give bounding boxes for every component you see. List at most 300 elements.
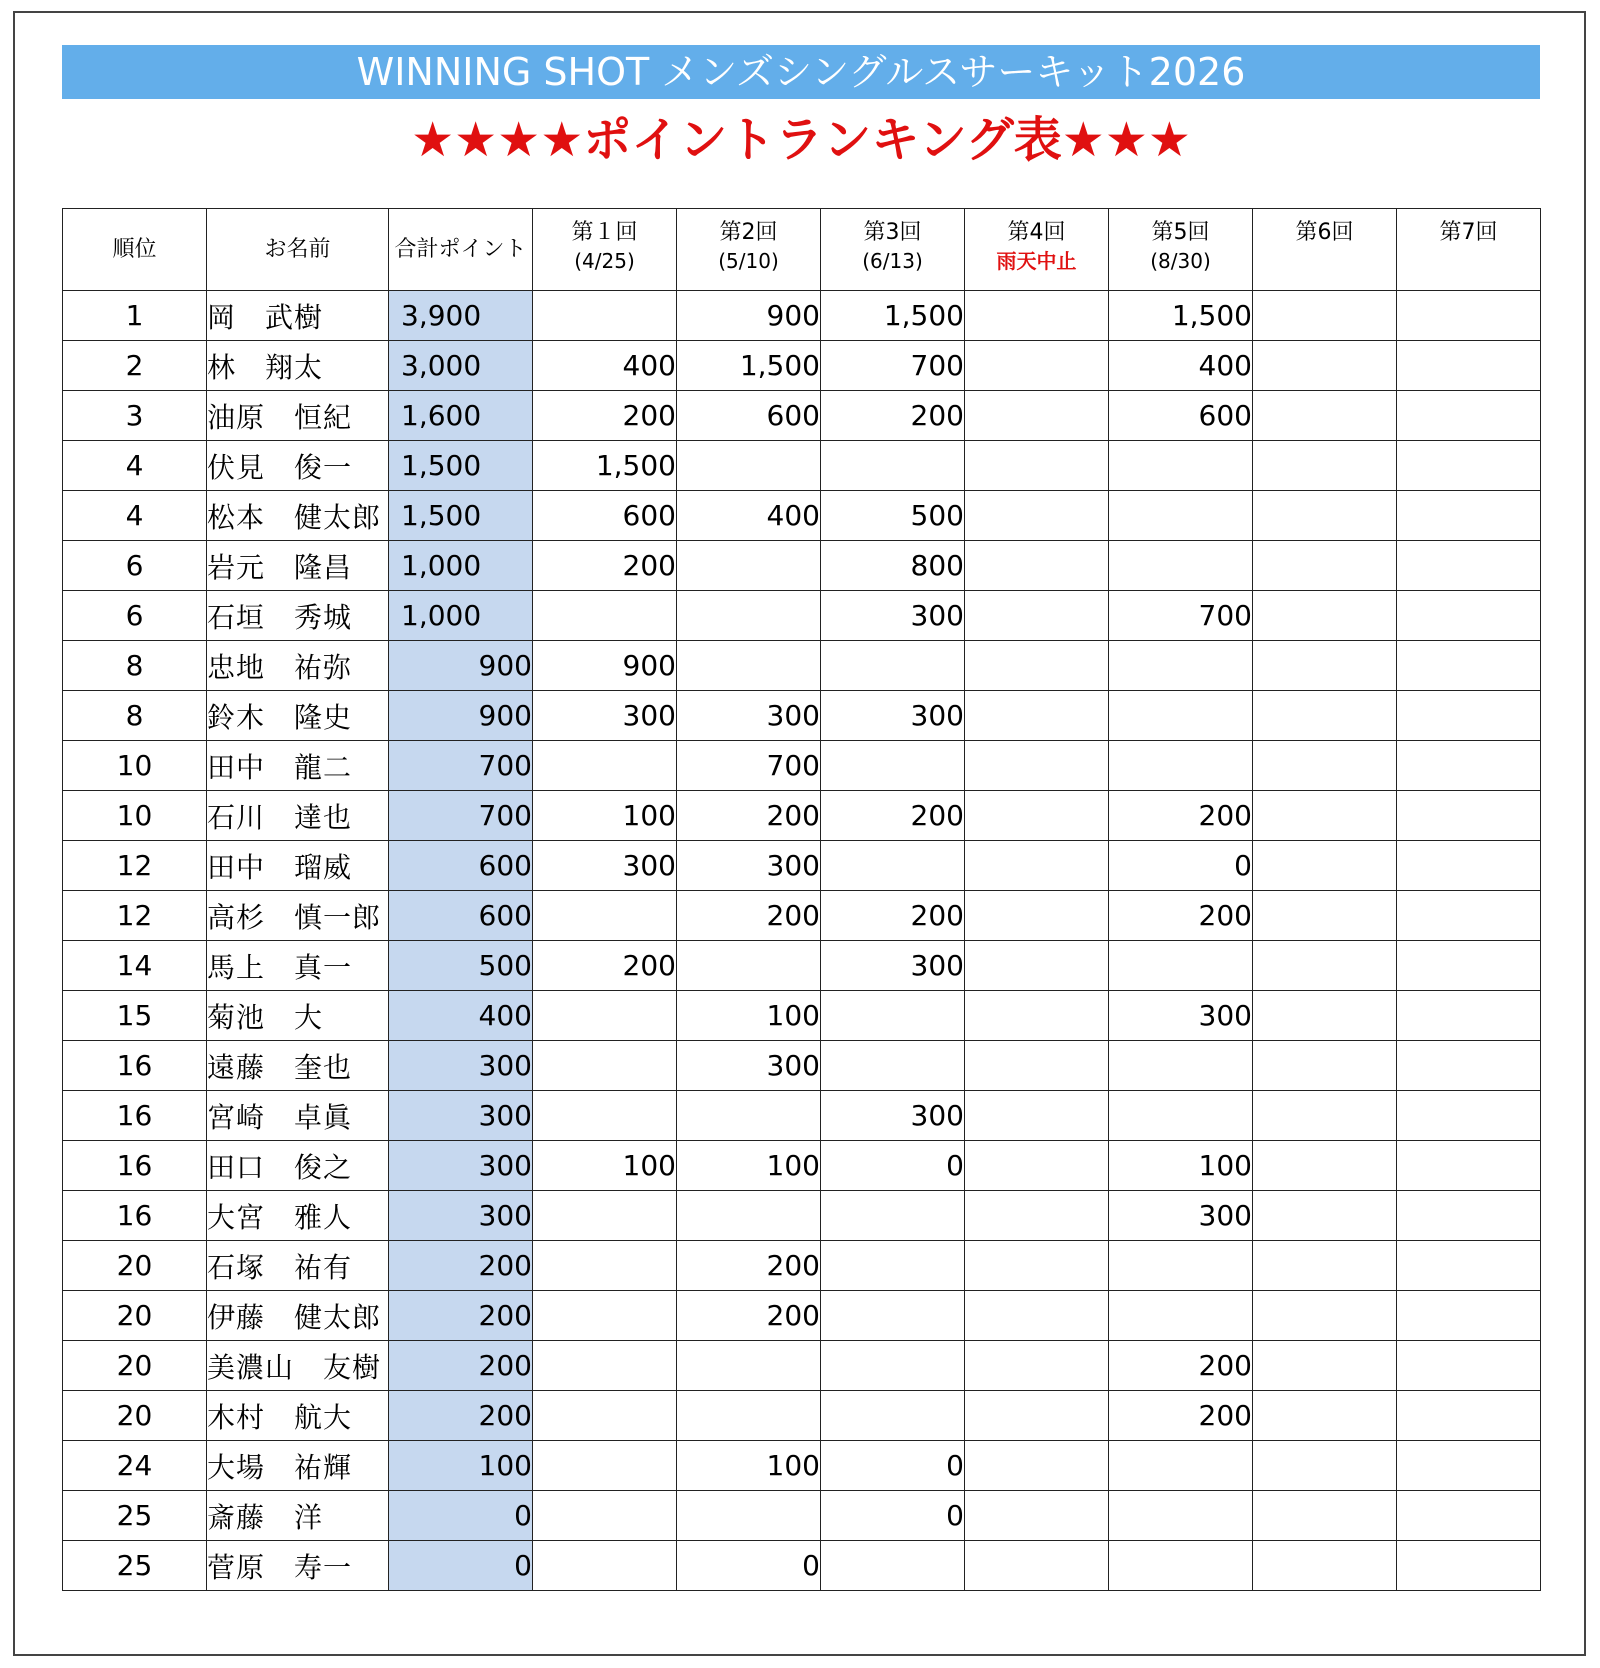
round-6-points-cell [1253,1541,1397,1591]
round-3-points-cell: 700 [821,341,965,391]
round-5-points-cell [1109,1541,1253,1591]
round-7-points-cell [1397,1341,1541,1391]
round-1-points-cell: 400 [533,341,677,391]
round-4-points-cell [965,891,1109,941]
table-row [63,291,1541,341]
round-label: 第4回 [1007,220,1066,245]
round-1-points-cell [533,1391,677,1441]
round-4-points-cell [965,1241,1109,1291]
round-3-points-cell: 1,500 [821,291,965,341]
round-4-points-cell [965,441,1109,491]
round-2-points-cell [677,641,821,691]
round-5-points-cell [1109,1041,1253,1091]
round-5-points-cell [1109,1441,1253,1491]
round-4-points-cell [965,291,1109,341]
round-6-points-cell [1253,291,1397,341]
name-cell: 宮崎 卓眞 [207,1091,389,1141]
round-5-points-cell: 0 [1109,841,1253,891]
round-1-points-cell [533,891,677,941]
round-5-points-cell: 1,500 [1109,291,1253,341]
round-4-points-cell [965,691,1109,741]
rank-cell: 15 [63,991,207,1041]
round-7-points-cell [1397,841,1541,891]
rank-cell: 24 [63,1441,207,1491]
round-4-points-cell [965,1541,1109,1591]
round-6-points-cell [1253,791,1397,841]
table-row [63,491,1541,541]
total-points-cell: 3,000 [389,341,533,391]
total-points-cell: 100 [389,1441,533,1491]
round-3-points-cell: 300 [821,941,965,991]
table-row [63,1541,1541,1591]
round-4-points-cell [965,491,1109,541]
round-7-points-cell [1397,1041,1541,1091]
round-1-points-cell: 100 [533,1141,677,1191]
banner-title: WINNING SHOT メンズシングルスサーキット2026 [62,45,1540,99]
round-7-points-cell [1397,391,1541,441]
round-5-points-cell [1109,441,1253,491]
round-1-points-cell [533,741,677,791]
round-4-points-cell [965,1341,1109,1391]
round-7-points-cell [1397,691,1541,741]
round-2-points-cell: 700 [677,741,821,791]
total-points-cell: 300 [389,1041,533,1091]
round-4-points-cell [965,1391,1109,1441]
table-row [63,741,1541,791]
total-points-cell: 0 [389,1491,533,1541]
round-1-points-cell [533,591,677,641]
header-total: 合計ポイント [389,209,533,291]
round-date: (6/13) [862,249,923,273]
round-2-points-cell: 600 [677,391,821,441]
total-points-cell: 300 [389,1191,533,1241]
name-cell: 大宮 雅人 [207,1191,389,1241]
round-4-points-cell [965,341,1109,391]
round-7-points-cell [1397,991,1541,1041]
round-6-points-cell [1253,591,1397,641]
round-5-points-cell [1109,941,1253,991]
rank-cell: 12 [63,841,207,891]
round-1-points-cell [533,1491,677,1541]
round-2-points-cell [677,1191,821,1241]
round-4-points-cell [965,1441,1109,1491]
total-points-cell: 700 [389,791,533,841]
round-6-points-cell [1253,841,1397,891]
round-5-points-cell: 300 [1109,991,1253,1041]
round-6-points-cell [1253,1391,1397,1441]
name-cell: 岡 武樹 [207,291,389,341]
round-7-points-cell [1397,941,1541,991]
round-7-points-cell [1397,1141,1541,1191]
round-6-points-cell [1253,391,1397,441]
round-6-points-cell [1253,1491,1397,1541]
round-1-points-cell: 200 [533,941,677,991]
round-2-points-cell: 100 [677,991,821,1041]
round-3-points-cell [821,1241,965,1291]
round-label: 第6回 [1295,220,1354,245]
round-cancelled-note: 雨天中止 [996,249,1077,273]
round-2-points-cell: 200 [677,891,821,941]
total-points-cell: 1,600 [389,391,533,441]
name-cell: 岩元 隆昌 [207,541,389,591]
round-6-points-cell [1253,1291,1397,1341]
round-2-points-cell: 400 [677,491,821,541]
round-2-points-cell: 900 [677,291,821,341]
rank-cell: 10 [63,791,207,841]
round-7-points-cell [1397,341,1541,391]
round-3-points-cell: 300 [821,691,965,741]
round-5-points-cell [1109,691,1253,741]
table-row [63,341,1541,391]
total-points-cell: 400 [389,991,533,1041]
round-2-points-cell: 300 [677,691,821,741]
round-7-points-cell [1397,1291,1541,1341]
total-points-cell: 600 [389,841,533,891]
round-5-points-cell: 300 [1109,1191,1253,1241]
round-1-points-cell [533,1291,677,1341]
round-6-points-cell [1253,891,1397,941]
header-round-1 [533,209,677,291]
name-cell: 林 翔太 [207,341,389,391]
name-cell: 大場 祐輝 [207,1441,389,1491]
round-3-points-cell [821,441,965,491]
round-label: 第5回 [1151,220,1210,245]
round-1-points-cell [533,1191,677,1241]
name-cell: 田中 龍二 [207,741,389,791]
round-3-points-cell: 0 [821,1141,965,1191]
round-1-points-cell: 200 [533,541,677,591]
round-3-points-cell: 500 [821,491,965,541]
round-2-points-cell [677,1091,821,1141]
round-4-points-cell [965,391,1109,441]
round-date: (8/30) [1150,249,1211,273]
round-5-points-cell [1109,1291,1253,1341]
table-row [63,391,1541,441]
table-row [63,891,1541,941]
rank-cell: 20 [63,1341,207,1391]
round-1-points-cell [533,1241,677,1291]
name-cell: 馬上 真一 [207,941,389,991]
round-6-points-cell [1253,491,1397,541]
round-1-points-cell: 900 [533,641,677,691]
rank-cell: 25 [63,1491,207,1541]
table-row [63,1041,1541,1091]
table-row [63,691,1541,741]
round-2-points-cell [677,1391,821,1441]
round-label: 第2回 [719,220,778,245]
table-row [63,441,1541,491]
round-3-points-cell [821,1191,965,1241]
total-points-cell: 300 [389,1141,533,1191]
round-6-points-cell [1253,1141,1397,1191]
rank-cell: 16 [63,1191,207,1241]
total-points-cell: 1,500 [389,441,533,491]
name-cell: 遠藤 奎也 [207,1041,389,1091]
round-2-points-cell: 1,500 [677,341,821,391]
total-points-cell: 1,500 [389,491,533,541]
total-points-cell: 3,900 [389,291,533,341]
rank-cell: 10 [63,741,207,791]
rank-cell: 12 [63,891,207,941]
round-1-points-cell [533,1041,677,1091]
round-6-points-cell [1253,441,1397,491]
total-points-cell: 900 [389,641,533,691]
table-row [63,541,1541,591]
round-2-points-cell: 100 [677,1441,821,1491]
round-1-points-cell [533,991,677,1041]
header-row [63,209,1541,291]
table-row [63,1191,1541,1241]
total-points-cell: 200 [389,1341,533,1391]
round-4-points-cell [965,641,1109,691]
round-3-points-cell: 0 [821,1491,965,1541]
rank-cell: 25 [63,1541,207,1591]
round-1-points-cell: 200 [533,391,677,441]
round-5-points-cell [1109,1091,1253,1141]
name-cell: 高杉 慎一郎 [207,891,389,941]
header-round-2 [677,209,821,291]
rank-cell: 16 [63,1091,207,1141]
round-6-points-cell [1253,1041,1397,1091]
round-7-points-cell [1397,791,1541,841]
table-row [63,991,1541,1041]
round-label: 第3回 [863,220,922,245]
rank-cell: 16 [63,1141,207,1191]
header-round-6 [1253,209,1397,291]
round-7-points-cell [1397,1541,1541,1591]
round-7-points-cell [1397,1241,1541,1291]
name-cell: 油原 恒紀 [207,391,389,441]
rank-cell: 8 [63,691,207,741]
round-5-points-cell [1109,1491,1253,1541]
round-4-points-cell [965,791,1109,841]
table-row [63,1141,1541,1191]
round-3-points-cell [821,991,965,1041]
rank-cell: 6 [63,591,207,641]
total-points-cell: 200 [389,1291,533,1341]
round-5-points-cell [1109,641,1253,691]
round-3-points-cell: 0 [821,1441,965,1491]
round-7-points-cell [1397,1191,1541,1241]
round-3-points-cell [821,841,965,891]
rank-cell: 4 [63,441,207,491]
header-name: お名前 [207,209,389,291]
table-row [63,791,1541,841]
round-1-points-cell: 600 [533,491,677,541]
round-7-points-cell [1397,1441,1541,1491]
round-5-points-cell: 400 [1109,341,1253,391]
round-3-points-cell: 200 [821,891,965,941]
name-cell: 忠地 祐弥 [207,641,389,691]
round-6-points-cell [1253,991,1397,1041]
ranking-body [63,291,1541,1591]
round-5-points-cell [1109,1241,1253,1291]
rank-cell: 1 [63,291,207,341]
total-points-cell: 1,000 [389,541,533,591]
total-points-cell: 600 [389,891,533,941]
name-cell: 斎藤 洋 [207,1491,389,1541]
round-2-points-cell: 200 [677,1291,821,1341]
rank-cell: 3 [63,391,207,441]
round-5-points-cell [1109,541,1253,591]
round-2-points-cell [677,1341,821,1391]
name-cell: 木村 航大 [207,1391,389,1441]
round-label: 第１回 [571,220,638,245]
round-1-points-cell [533,1341,677,1391]
table-row [63,941,1541,991]
total-points-cell: 900 [389,691,533,741]
round-3-points-cell [821,1541,965,1591]
round-5-points-cell: 200 [1109,891,1253,941]
round-6-points-cell [1253,1341,1397,1391]
round-3-points-cell: 300 [821,1091,965,1141]
round-7-points-cell [1397,641,1541,691]
round-6-points-cell [1253,1241,1397,1291]
rank-cell: 2 [63,341,207,391]
table-row [63,1441,1541,1491]
rank-cell: 20 [63,1291,207,1341]
round-3-points-cell: 800 [821,541,965,591]
round-2-points-cell: 300 [677,841,821,891]
round-7-points-cell [1397,541,1541,591]
table-row [63,641,1541,691]
table-row [63,591,1541,641]
round-2-points-cell: 200 [677,1241,821,1291]
name-cell: 松本 健太郎 [207,491,389,541]
rank-cell: 6 [63,541,207,591]
rank-cell: 20 [63,1241,207,1291]
table-row [63,1091,1541,1141]
round-4-points-cell [965,1191,1109,1241]
round-1-points-cell [533,291,677,341]
round-4-points-cell [965,841,1109,891]
round-5-points-cell [1109,491,1253,541]
name-cell: 田口 俊之 [207,1141,389,1191]
round-1-points-cell [533,1091,677,1141]
round-7-points-cell [1397,291,1541,341]
round-3-points-cell: 200 [821,791,965,841]
round-1-points-cell [533,1541,677,1591]
round-2-points-cell: 0 [677,1541,821,1591]
ranking-table [62,208,1541,1591]
round-7-points-cell [1397,891,1541,941]
round-4-points-cell [965,1491,1109,1541]
round-date: (5/10) [718,249,779,273]
round-2-points-cell [677,591,821,641]
round-1-points-cell: 300 [533,841,677,891]
header-round-5 [1109,209,1253,291]
rank-cell: 4 [63,491,207,541]
name-cell: 美濃山 友樹 [207,1341,389,1391]
name-cell: 田中 瑠威 [207,841,389,891]
ranking-subtitle: ★★★★ポイントランキング表★★★ [411,112,1191,168]
rank-cell: 16 [63,1041,207,1091]
round-1-points-cell: 1,500 [533,441,677,491]
round-1-points-cell: 100 [533,791,677,841]
round-6-points-cell [1253,341,1397,391]
total-points-cell: 0 [389,1541,533,1591]
total-points-cell: 500 [389,941,533,991]
total-points-cell: 1,000 [389,591,533,641]
table-row [63,1241,1541,1291]
round-6-points-cell [1253,941,1397,991]
round-5-points-cell: 600 [1109,391,1253,441]
round-7-points-cell [1397,491,1541,541]
total-points-cell: 200 [389,1241,533,1291]
round-7-points-cell [1397,1091,1541,1141]
round-6-points-cell [1253,1091,1397,1141]
name-cell: 伏見 俊一 [207,441,389,491]
rank-cell: 14 [63,941,207,991]
round-3-points-cell [821,641,965,691]
round-3-points-cell [821,1041,965,1091]
round-4-points-cell [965,1291,1109,1341]
round-6-points-cell [1253,1441,1397,1491]
round-3-points-cell [821,741,965,791]
round-3-points-cell: 300 [821,591,965,641]
round-2-points-cell: 300 [677,1041,821,1091]
round-5-points-cell: 100 [1109,1141,1253,1191]
round-7-points-cell [1397,741,1541,791]
table-row [63,1491,1541,1541]
round-4-points-cell [965,991,1109,1041]
round-4-points-cell [965,1141,1109,1191]
name-cell: 菊池 大 [207,991,389,1041]
round-7-points-cell [1397,1391,1541,1441]
header-rank: 順位 [63,209,207,291]
total-points-cell: 300 [389,1091,533,1141]
total-points-cell: 200 [389,1391,533,1441]
round-1-points-cell [533,1441,677,1491]
round-7-points-cell [1397,591,1541,641]
rank-cell: 8 [63,641,207,691]
table-row [63,1291,1541,1341]
name-cell: 鈴木 隆史 [207,691,389,741]
header-round-4 [965,209,1109,291]
round-5-points-cell: 200 [1109,791,1253,841]
round-5-points-cell: 200 [1109,1391,1253,1441]
round-1-points-cell: 300 [533,691,677,741]
round-2-points-cell [677,541,821,591]
round-2-points-cell [677,941,821,991]
round-2-points-cell [677,1491,821,1541]
name-cell: 石垣 秀城 [207,591,389,641]
round-5-points-cell [1109,741,1253,791]
name-cell: 菅原 寿一 [207,1541,389,1591]
round-3-points-cell [821,1291,965,1341]
round-4-points-cell [965,591,1109,641]
round-7-points-cell [1397,1491,1541,1541]
round-2-points-cell: 200 [677,791,821,841]
round-6-points-cell [1253,641,1397,691]
round-4-points-cell [965,1041,1109,1091]
round-2-points-cell: 100 [677,1141,821,1191]
table-row [63,841,1541,891]
round-label: 第7回 [1439,220,1498,245]
round-6-points-cell [1253,741,1397,791]
round-5-points-cell: 200 [1109,1341,1253,1391]
table-row [63,1391,1541,1441]
rank-cell: 20 [63,1391,207,1441]
header-round-3 [821,209,965,291]
name-cell: 伊藤 健太郎 [207,1291,389,1341]
round-6-points-cell [1253,1191,1397,1241]
round-2-points-cell [677,441,821,491]
round-4-points-cell [965,941,1109,991]
name-cell: 石塚 祐有 [207,1241,389,1291]
round-4-points-cell [965,541,1109,591]
total-points-cell: 700 [389,741,533,791]
